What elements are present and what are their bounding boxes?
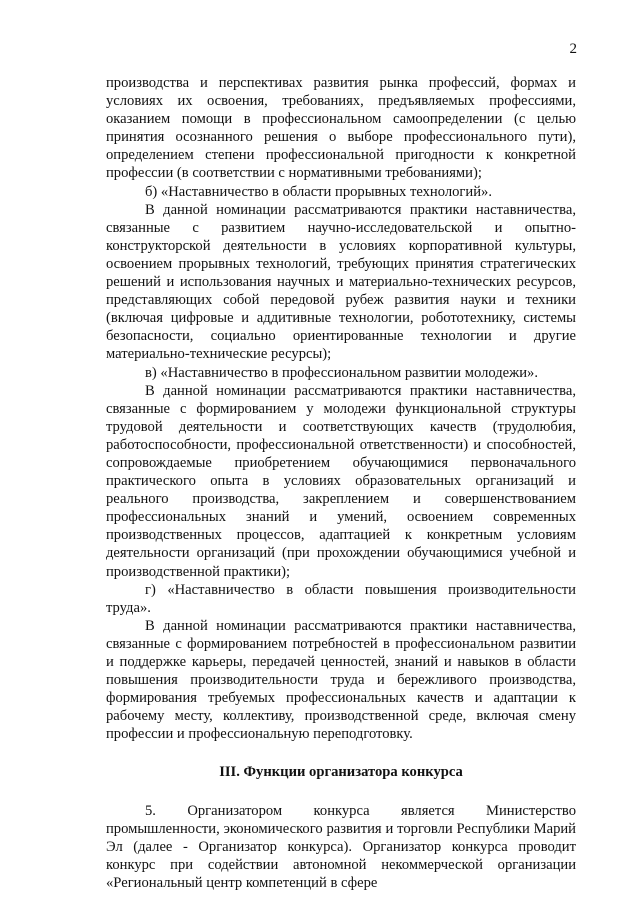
nomination-b-description: В данной номинации рассматриваются практики наставничества, связанные с развитием научно-исследовательской и опытно-конструкторской деятельности в условиях корпоративной культуры, освоением прорывных технологий, требующих принятия стратегических решений и использования научных и материально-технических ресурсов, представляющих собой передовой рубеж развития науки и техники (включая цифровые и аддитивные технологии, робототехнику, системы безопасности, социально ориентированные технологии и другие материально-технические ресурсы); — [106, 201, 576, 363]
section-heading: III. Функции организатора конкурса — [219, 764, 463, 781]
nomination-g-description: В данной номинации рассматриваются практики наставничества, связанные с формированием потребностей в профессиональном развитии и поддержке карьеры, передачей ценностей, знаний и навыков в области повышения производительности труда и бережливого производства, формирования требуемых профессиональных качеств и адаптации к рабочему месту, коллективу, производственной среде, включая смену профессии и профессиональную переподготовку. — [106, 617, 576, 743]
nomination-b-title: б) «Наставничество в области прорывных технологий». — [145, 183, 492, 200]
paragraph-continuation: производства и перспективах развития рынка профессий, формах и условиях их освоения, требованиях, предъявляемых профессиями, оказанием помощи в профессиональном самоопределении (с целью принятия осознанного решения о выборе профессионального пути), определением степени профессиональной пригодности к конкретной профессии (в соответствии с нормативными требованиями); — [106, 75, 576, 182]
page-number: 2 — [569, 41, 577, 57]
nomination-v-description: В данной номинации рассматриваются практики наставничества, связанные с формированием у молодежи функциональной структуры трудовой деятельности и соответствующих качеств (трудолюбия, работоспособности, профессиональной ответственности) и способностей, сопровождаемые приобретением обучающимися первоначального практического опыта в условиях образовательных организаций и реального производства, закреплением и совершенствованием профессиональных знаний и умений, освоением современных производственных процессов, адаптацией к конкретным условиям деятельности организаций (при прохождении обучающимися учебной и производственной практики); — [106, 382, 576, 580]
nomination-g-title: г) «Наставничество в области повышения производительности труда». — [106, 581, 576, 616]
section-paragraph: 5. Организатором конкурса является Министерство промышленности, экономического развития и торговли Республики Марий Эл (далее - Организатор конкурса). Организатор конкурса проводит конкурс при содействии автономной некоммерческой организации «Региональный центр компетенций в сфере — [106, 802, 576, 891]
body-text — [106, 74, 576, 892]
nomination-v-title: в) «Наставничество в профессиональном развитии молодежи». — [145, 364, 538, 381]
